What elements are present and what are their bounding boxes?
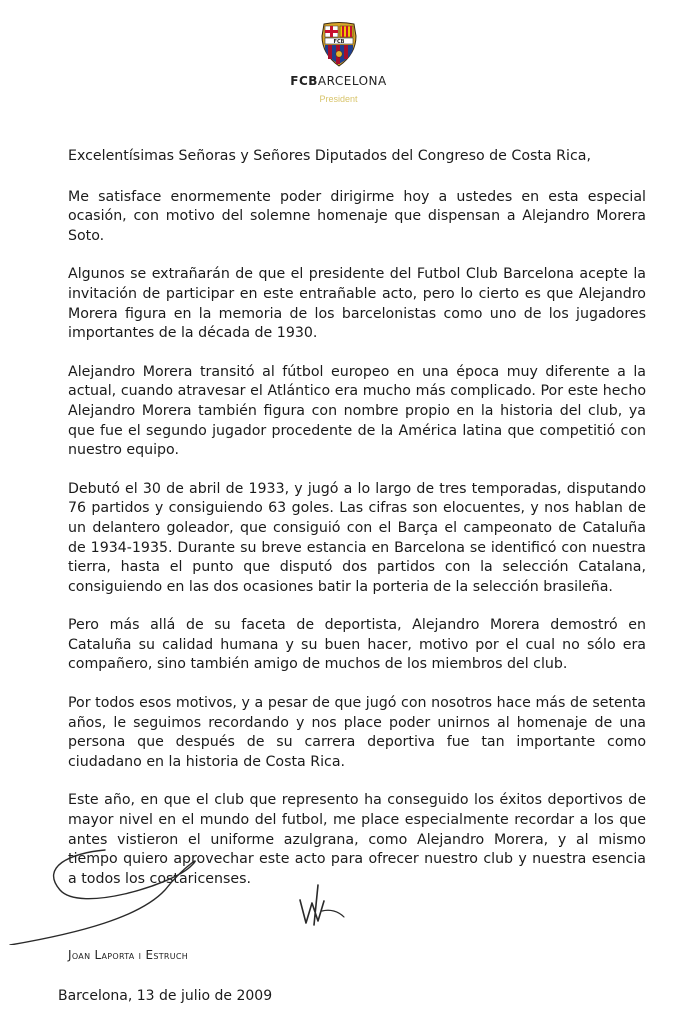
salutation: Excelentísimas Señoras y Señores Diputados del Congreso de Costa Rica,	[68, 148, 591, 164]
club-name	[0, 74, 677, 88]
paragraph-6: Por todos esos motivos, y a pesar de que jugó con nosotros hace más de setenta años, le seguimos recordando y nos place poder unirnos al homenaje de una persona que después de su carrera deportiva fue tan importante como ciudadano en la historia de Costa Rica.	[68, 695, 646, 770]
president-label: President	[319, 94, 358, 104]
paragraph-5: Pero más allá de su faceta de deportista, Alejandro Morera demostró en Cataluña su calidad humana y su buen hacer, motivo por el cual no sólo era compañero, sino también amigo de muchos de los miembros del club.	[68, 617, 646, 673]
dateline: Barcelona, 13 de julio de 2009	[58, 988, 273, 1004]
fc-barcelona-crest-icon	[319, 22, 359, 68]
letter-body	[68, 147, 646, 908]
paragraph-1: Me satisface enormemente poder dirigirme hoy a ustedes en esta especial ocasión, con motivo del solemne homenaje que dispensan a Alejandro Morera Soto.	[68, 188, 646, 244]
signer-name: Joan Laporta i Estruch	[68, 948, 189, 962]
paragraph-7: Este año, en que el club que represento ha conseguido los éxitos deportivos de mayor nivel en el mundo del futbol, me place especialmente recordar a los que antes vistieron el uniforme azulgrana, como Alejandro Morera, y al mismo tiempo quiero aprovechar este acto para ofrecer nuestro club y nuestra esencia a todos los costaricenses.	[68, 792, 646, 887]
letterhead	[0, 22, 677, 104]
club-name-rest: ARCELONA	[317, 74, 387, 88]
handwritten-signature	[0, 845, 400, 945]
paragraph-4: Debutó el 30 de abril de 1933, y jugó a lo largo de tres temporadas, disputando 76 partidos y consiguiendo 63 goles. Las cifras son elocuentes, y nos hablan de un delantero goleador, que consiguió con el Barça el campeonato de Cataluña de 1934-1935. Durante su breve estancia en Barcelona se identificó con nuestra tierra, hasta el punto que disputó dos partidos con la selección Catalana, consiguiendo en las dos ocasiones batir la porteria de la selección brasileña.	[68, 480, 646, 595]
paragraph-3: Alejandro Morera transitó al fútbol europeo en una época muy diferente a la actual, cuando atravesar el Atlántico era mucho más complicado. Por este hecho Alejandro Morera también figura con nombre propio en la historia del club, ya que fue el segundo jugador procedente de la América latina que competitió con nuestro equipo.	[68, 363, 646, 459]
paragraph-2: Algunos se extrañarán de que el presidente del Futbol Club Barcelona acepte la invitación de participar en este entrañable acto, pero lo cierto es que Alejandro Morera figura en la memoria de los barcelonistas como uno de los jugadores importantes de la década de 1930.	[68, 266, 646, 342]
crest-initials: FCB	[333, 39, 344, 45]
club-name-prefix: FCB	[290, 74, 318, 88]
